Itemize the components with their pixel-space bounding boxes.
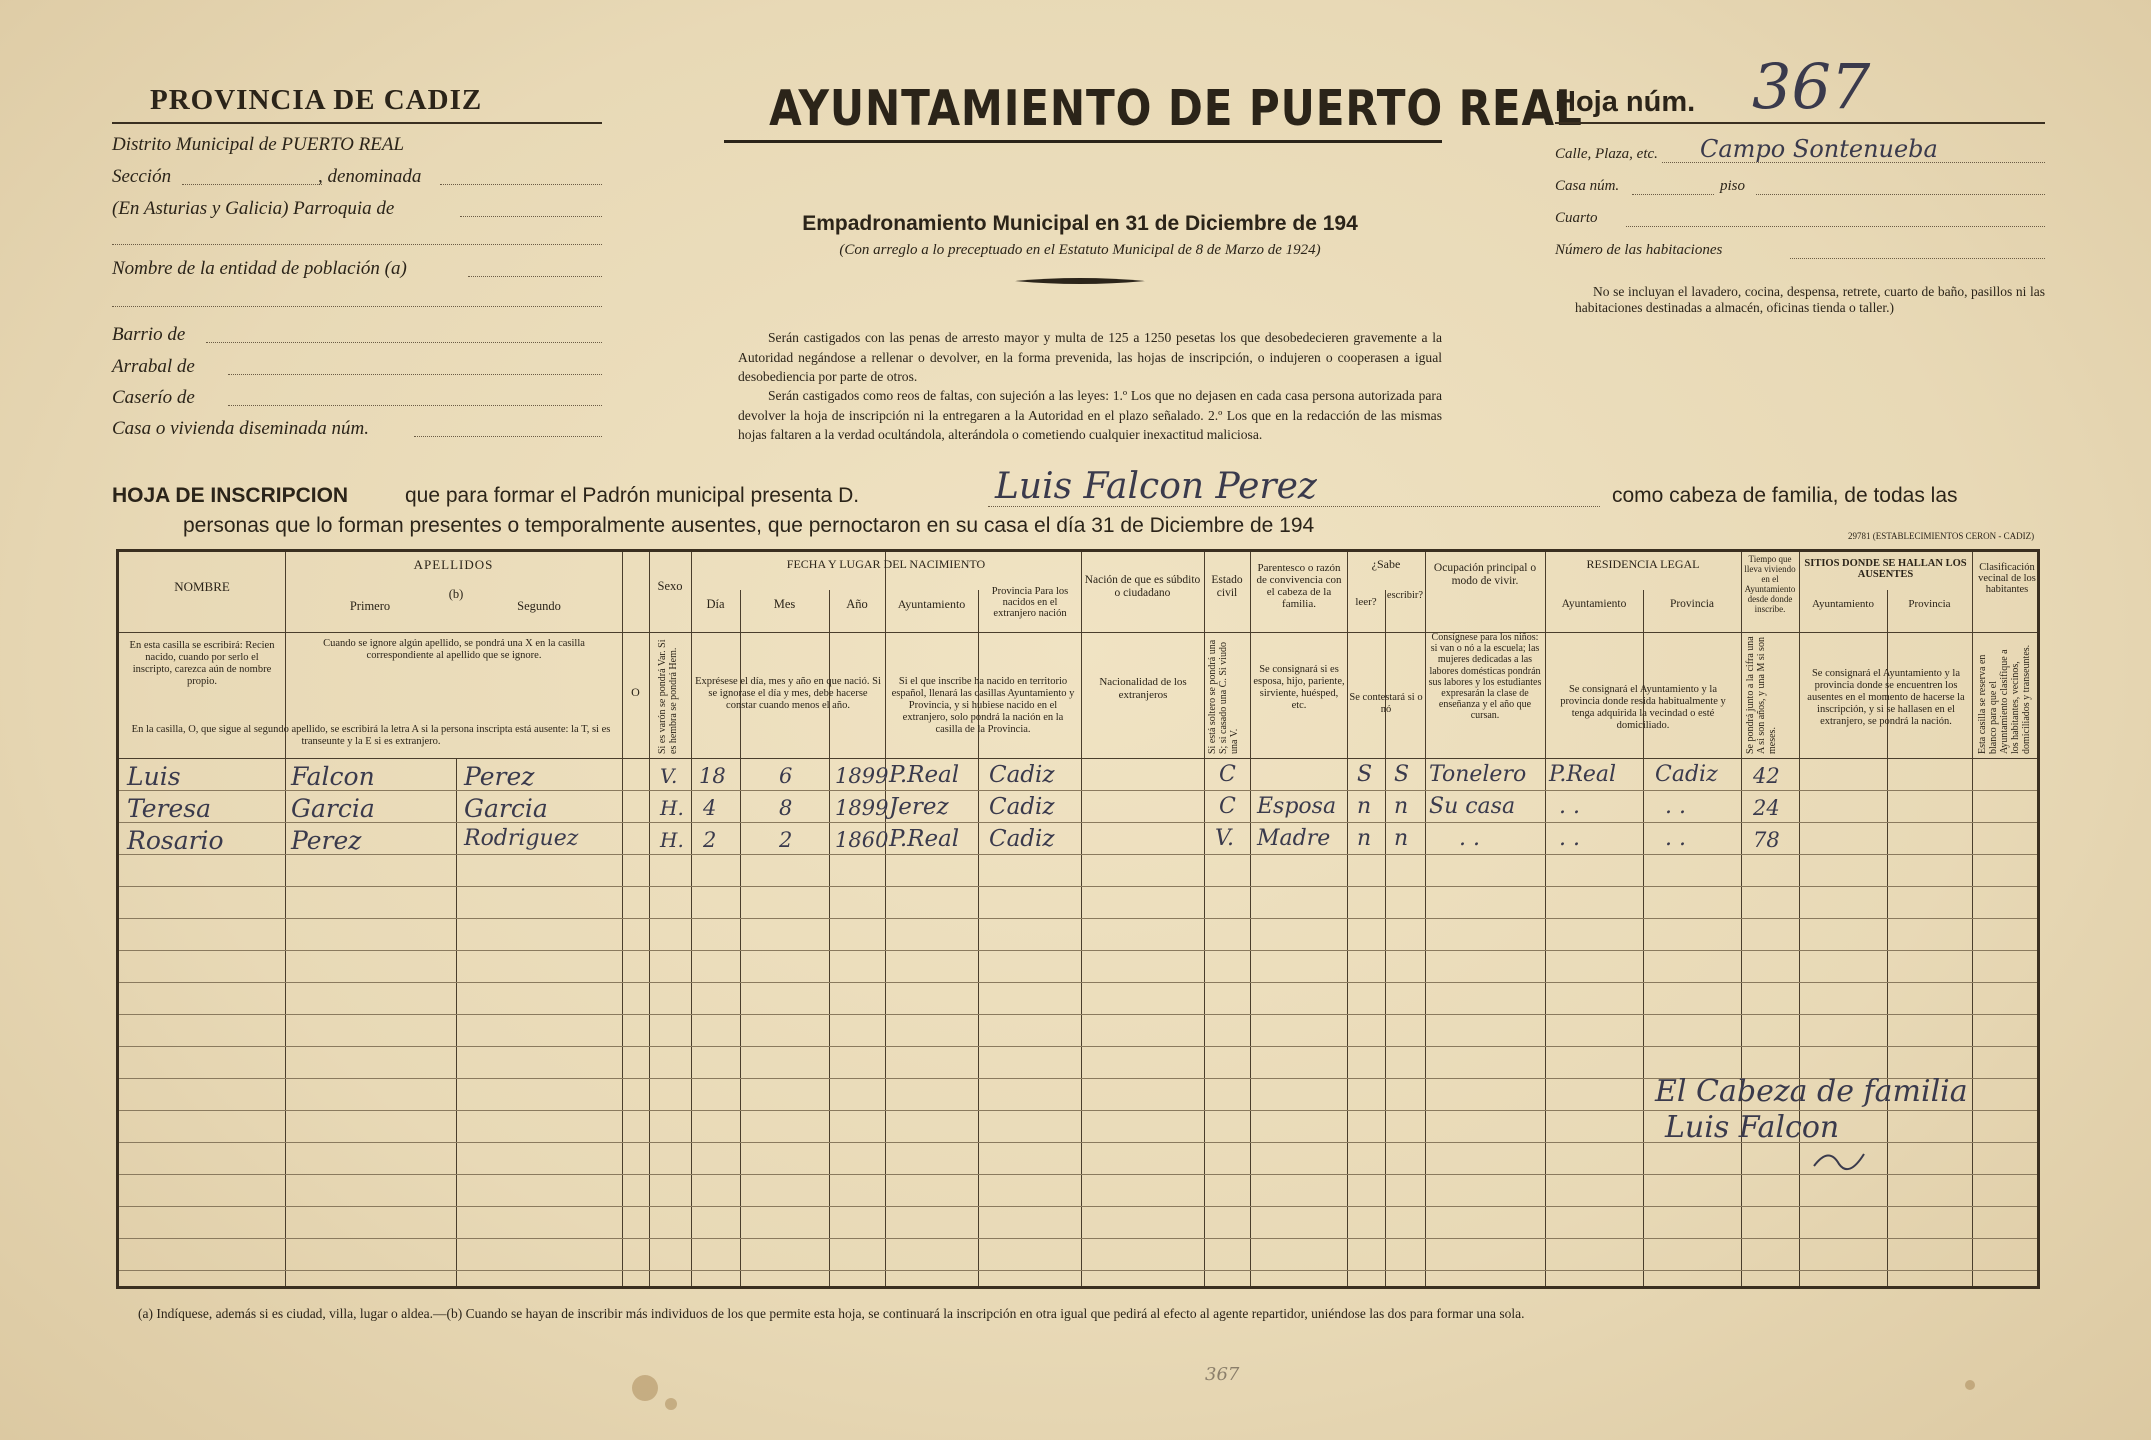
col-header-fecha: FECHA Y LUGAR DEL NACIMIENTO bbox=[786, 557, 986, 571]
pencil-mark: 367 bbox=[1205, 1364, 1240, 1385]
inscription-text-2: como cabeza de familia, de todas las bbox=[1612, 484, 1958, 507]
row3-leer[interactable]: n bbox=[1357, 826, 1372, 851]
entidad-field-2[interactable] bbox=[112, 306, 602, 307]
calle-label: Calle, Plaza, etc. bbox=[1555, 146, 1658, 162]
row-line bbox=[119, 790, 2037, 791]
col-header-residencia: RESIDENCIA LEGAL bbox=[1586, 557, 1700, 571]
row3-ocupacion[interactable]: . . bbox=[1459, 826, 1480, 851]
habitaciones-field[interactable] bbox=[1790, 258, 2045, 259]
warning-text-2: Serán castigados como reos de faltas, con sujeción a las leyes: 1.º Los que no dejasen en cada casa persona autorizada para devolver la hoja de inscripción ni la entregaren a la Autoridad en el plazo señalado. 2.º Los que en la redacción de las mismas hojas faltaren a la verdad ocultándola, alterándola o cometiendo cualquier inexactitud maliciosa. bbox=[738, 388, 1442, 442]
col-header-apellidos: APELLIDOS bbox=[413, 557, 494, 572]
col-line bbox=[1799, 552, 1800, 1286]
col-header-ocupacion: Ocupación principal o modo de vivir. bbox=[1433, 562, 1537, 587]
census-subtitle: Empadronamiento Municipal en 31 de Diciembre de 194 bbox=[802, 212, 1358, 235]
cuarto-field[interactable] bbox=[1626, 226, 2045, 227]
col-header-estado: Estado civil bbox=[1211, 574, 1243, 599]
row1-ocupacion[interactable]: Tonelero bbox=[1429, 762, 1527, 787]
row1-nombre[interactable]: Luis bbox=[127, 762, 181, 791]
denominada-field[interactable] bbox=[440, 184, 602, 185]
row-line bbox=[119, 1270, 2037, 1271]
barrio-field[interactable] bbox=[206, 342, 602, 343]
row3-mes[interactable]: 2 bbox=[779, 828, 793, 852]
col-header-res-prov: Provincia bbox=[1669, 598, 1715, 610]
col-header-res-ayto: Ayuntamiento bbox=[1561, 598, 1627, 610]
row-line bbox=[119, 854, 2037, 855]
col-header-mes: Mes bbox=[773, 597, 796, 611]
col-line bbox=[691, 552, 692, 1286]
col-header-clasificacion: Clasificación vecinal de los habitantes bbox=[1978, 562, 2036, 595]
hoja-number[interactable]: 367 bbox=[1752, 50, 1871, 123]
parroquia-label: (En Asturias y Galicia) Parroquia de bbox=[112, 198, 395, 219]
instr-nombre: En esta casilla se escribirá: Recien nacido, cuando por serlo el inscripto, carezca aún de nombre propio. bbox=[129, 640, 275, 687]
stain bbox=[665, 1398, 677, 1410]
col-header-ausentes: SITIOS DONDE SE HALLAN LOS AUSENTES bbox=[1804, 558, 1967, 580]
piso-field[interactable] bbox=[1756, 194, 2045, 195]
municipality-title: AYUNTAMIENTO DE PUERTO REAL bbox=[769, 80, 1583, 137]
arrabal-label: Arrabal de bbox=[112, 356, 195, 377]
header-line bbox=[119, 632, 2037, 633]
row3-segundo[interactable]: Rodriguez bbox=[464, 826, 579, 851]
entidad-label: Nombre de la entidad de población (a) bbox=[112, 258, 407, 279]
col-header-tiempo: Tiempo que lleva viviendo en el Ayuntamiento desde donde inscribe. bbox=[1744, 554, 1796, 614]
row1-estado[interactable]: C bbox=[1219, 762, 1236, 787]
inscription-text-3: personas que lo forman presentes o temporalmente ausentes, que pernoctaron en su casa el día 31 de Diciembre de 194 bbox=[183, 514, 1315, 537]
row2-ocupacion[interactable]: Su casa bbox=[1429, 794, 1516, 819]
barrio-label: Barrio de bbox=[112, 324, 186, 345]
instr-residencia: Se consignará el Ayuntamiento y la provincia donde resida habitualmente y tenga adquirida la vecindad o esté domiciliado. bbox=[1560, 684, 1726, 731]
row-line bbox=[119, 950, 2037, 951]
col-header-aus-ayto: Ayuntamiento bbox=[1812, 598, 1874, 610]
header-line bbox=[119, 758, 2037, 759]
inscription-text-1: que para formar el Padrón municipal presenta D. bbox=[405, 484, 860, 507]
instr-o-note: En la casilla, O, que sigue al segundo apellido, se escribirá la letra A si la persona inscripta está ausente: la T, si es transeunte y la E si es extranjero. bbox=[131, 724, 611, 747]
row2-ano[interactable]: 1899 bbox=[835, 796, 889, 820]
row1-sexo[interactable]: V. bbox=[660, 764, 678, 788]
row3-nombre[interactable]: Rosario bbox=[127, 826, 224, 855]
row3-dia[interactable]: 2 bbox=[703, 828, 717, 852]
row2-nombre[interactable]: Teresa bbox=[127, 794, 212, 823]
col-line bbox=[1425, 552, 1426, 1286]
instr-ocupacion: Consígnese para los niños: si van o nó a la escuela; las mujeres dedicadas a las labores domésticas pondrán sus labores y los estudiantes expresarán la clase de enseñanza y el año que cursan. bbox=[1428, 632, 1542, 722]
province-heading: PROVINCIA DE CADIZ bbox=[150, 84, 483, 116]
seccion-field[interactable] bbox=[182, 184, 322, 185]
instr-tiempo: Se pondrá junto a la cifra una A si son años, y una M si son meses. bbox=[1745, 636, 1778, 754]
signature-flourish bbox=[1809, 1146, 1869, 1176]
row-line bbox=[119, 918, 2037, 919]
col-line bbox=[1972, 552, 1973, 1286]
row2-sexo[interactable]: H. bbox=[660, 796, 684, 820]
col-line bbox=[1204, 552, 1205, 1286]
row2-escribir[interactable]: n bbox=[1394, 794, 1409, 819]
row-line bbox=[119, 1238, 2037, 1239]
row-line bbox=[119, 1174, 2037, 1175]
row2-prov[interactable]: Cadiz bbox=[989, 794, 1055, 820]
row-line bbox=[119, 1206, 2037, 1207]
col-header-provincia-nac: Provincia Para los nacidos en el extranjero nación bbox=[991, 586, 1069, 619]
casa-field[interactable] bbox=[1632, 194, 1714, 195]
instr-ausentes: Se consignará el Ayuntamiento y la provincia donde se encuentren los ausentes en el momento de hacerse la inscripción, y si se hallasen en el extranjero, se pondrá la nación. bbox=[1807, 668, 1965, 727]
row2-segundo[interactable]: Garcia bbox=[464, 794, 548, 823]
printer-mark: 29781 (ESTABLECIMIENTOS CERON - CADIZ) bbox=[1848, 531, 2035, 541]
col-line bbox=[1347, 552, 1348, 1286]
row1-tiempo[interactable]: 42 bbox=[1753, 764, 1780, 788]
row2-res-ayto[interactable]: . . bbox=[1559, 794, 1580, 819]
col-header-dia: Día bbox=[706, 597, 725, 611]
col-line bbox=[1081, 552, 1082, 1286]
row3-res-ayto[interactable]: . . bbox=[1559, 826, 1580, 851]
calle-value[interactable]: Campo Sontenueba bbox=[1700, 135, 1938, 163]
col-line bbox=[285, 552, 286, 1286]
arrabal-field[interactable] bbox=[228, 374, 602, 375]
entidad-field[interactable] bbox=[468, 276, 602, 277]
instr-sexo: Si es varón se pondrá Var. Si es hembra se pondrá Hem. bbox=[657, 639, 679, 754]
col-line bbox=[885, 552, 886, 1286]
casa-diseminada-field[interactable] bbox=[414, 436, 602, 437]
statute-note: (Con arreglo a lo preceptuado en el Estatuto Municipal de 8 de Marzo de 1924) bbox=[839, 242, 1321, 258]
signature-line2[interactable]: Luis Falcon bbox=[1665, 1110, 1840, 1145]
warning-text-1: Serán castigados con las penas de arresto mayor y multa de 125 a 1250 pesetas los que desobedecieren gravemente a la Autoridad negándose a rellenar o devolver, en la forma prevenida, las hojas de inscripción, o indujeren o cooperasen a igual desobediencia por parte de otros. bbox=[738, 330, 1442, 384]
caserio-label: Caserío de bbox=[112, 387, 195, 408]
instr-estado: Si está soltero se pondrá una S; si casado una C. Si viudo una V. bbox=[1207, 639, 1240, 754]
col-header-primero: Primero bbox=[349, 599, 391, 613]
col-header-b: (b) bbox=[448, 587, 464, 601]
row3-parentesco[interactable]: Madre bbox=[1257, 826, 1331, 851]
row2-res-prov[interactable]: . . bbox=[1665, 794, 1686, 819]
row2-dia[interactable]: 4 bbox=[703, 796, 717, 820]
row-line bbox=[119, 1014, 2037, 1015]
col-line bbox=[1741, 552, 1742, 1286]
row-line bbox=[119, 886, 2037, 887]
row1-ayto[interactable]: P.Real bbox=[889, 762, 960, 788]
row2-estado[interactable]: C bbox=[1219, 794, 1236, 819]
row2-mes[interactable]: 8 bbox=[779, 796, 793, 820]
inscription-label: HOJA DE INSCRIPCION bbox=[112, 484, 349, 507]
row2-leer[interactable]: n bbox=[1357, 794, 1372, 819]
rooms-note: No se incluyan el lavadero, cocina, despensa, retrete, cuarto de baño, pasillos ni las habitaciones destinadas a almacén, oficinas tienda o taller.) bbox=[1575, 284, 2045, 315]
household-table bbox=[116, 549, 2040, 1289]
row1-mes[interactable]: 6 bbox=[779, 764, 793, 788]
row-line bbox=[119, 1046, 2037, 1047]
parroquia-field[interactable] bbox=[460, 216, 602, 217]
row2-tiempo[interactable]: 24 bbox=[1753, 796, 1780, 820]
col-header-segundo: Segundo bbox=[517, 599, 561, 613]
denominada-label: , denominada bbox=[318, 166, 422, 187]
instr-lugar: Si el que inscribe ha nacido en territorio español, llenará las casillas Ayuntamiento y Provincia, y si hubiese nacido en el extranjero, solo pondrá la nación en la casilla de la Provincia. bbox=[891, 676, 1075, 735]
row3-escribir[interactable]: n bbox=[1394, 826, 1409, 851]
col-line bbox=[649, 552, 650, 1286]
col-o: O bbox=[631, 685, 640, 699]
row2-parentesco[interactable]: Esposa bbox=[1257, 794, 1337, 819]
row1-leer[interactable]: S bbox=[1357, 762, 1373, 787]
col-line bbox=[622, 552, 623, 1286]
col-header-leer: leer? bbox=[1355, 596, 1377, 608]
parroquia-field-2[interactable] bbox=[112, 244, 602, 245]
col-header-sexo: Sexo bbox=[657, 579, 683, 593]
ornament bbox=[1015, 272, 1145, 278]
row2-ayto[interactable]: Jerez bbox=[889, 794, 949, 820]
instr-fecha: Exprésese el día, mes y año en que nació. Si se ignorase el día y mes, debe hacerse constar cuando menos el año. bbox=[695, 676, 881, 711]
stain bbox=[1965, 1380, 1975, 1390]
head-name-value[interactable]: Luis Falcon Perez bbox=[995, 466, 1317, 507]
row3-ayto[interactable]: P.Real bbox=[889, 826, 960, 852]
signature-line1[interactable]: El Cabeza de familia bbox=[1655, 1074, 1968, 1109]
instr-nacion: Nacionalidad de los extranjeros bbox=[1099, 676, 1187, 701]
col-header-ayuntamiento: Ayuntamiento bbox=[897, 597, 966, 611]
piso-label: piso bbox=[1720, 178, 1746, 194]
habitaciones-label: Número de las habitaciones bbox=[1555, 242, 1723, 258]
district-label: Distrito Municipal de PUERTO REAL bbox=[112, 134, 405, 155]
casa-diseminada-label: Casa o vivienda diseminada núm. bbox=[112, 418, 370, 439]
stain bbox=[632, 1375, 658, 1401]
footnote: (a) Indíquese, además si es ciudad, villa, lugar o aldea.—(b) Cuando se hayan de inscribir más individuos de los que permite esta hoja, se continuará la inscripción en otra igual que pedirá al efecto al agente repartidor, uniéndose las dos para formar una sola. bbox=[138, 1306, 1525, 1321]
row3-estado[interactable]: V. bbox=[1215, 826, 1235, 851]
row1-primero[interactable]: Falcon bbox=[291, 762, 375, 791]
col-header-escribir: escribir? bbox=[1386, 590, 1424, 601]
col-header-parentesco: Parentesco o razón de convivencia con el cabeza de la familia. bbox=[1256, 562, 1342, 610]
col-line bbox=[1250, 552, 1251, 1286]
row3-res-prov[interactable]: . . bbox=[1665, 826, 1686, 851]
instr-apellidos: Cuando se ignore algún apellido, se pondrá una X en la casilla correspondiente al apellido que se ignore. bbox=[323, 638, 585, 661]
col-header-ano: Año bbox=[846, 597, 868, 611]
col-header-aus-prov: Provincia bbox=[1908, 598, 1951, 610]
row1-escribir[interactable]: S bbox=[1394, 762, 1410, 787]
divider bbox=[1555, 122, 2045, 124]
row3-prov[interactable]: Cadiz bbox=[989, 826, 1055, 852]
row1-dia[interactable]: 18 bbox=[699, 764, 726, 788]
row-line bbox=[119, 822, 2037, 823]
row3-ano[interactable]: 1860 bbox=[835, 828, 889, 852]
cuarto-label: Cuarto bbox=[1555, 210, 1598, 226]
row1-res-ayto[interactable]: P.Real bbox=[1549, 762, 1617, 787]
instr-sabe: Se contestará si o nó bbox=[1349, 692, 1423, 715]
casa-label: Casa núm. bbox=[1555, 178, 1620, 194]
title-underline bbox=[724, 140, 1442, 143]
instr-clasificacion: Esta casilla se reserva en blanco para que el Ayuntamiento clasifique a los habitantes, vecinos, domiciliados y transeuntes. bbox=[1977, 644, 2032, 754]
divider bbox=[112, 122, 602, 124]
col-header-nacion: Nación de que es súbdito o ciudadano bbox=[1084, 574, 1201, 599]
row-line bbox=[119, 982, 2037, 983]
seccion-label: Sección bbox=[112, 166, 172, 187]
instr-parentesco: Se consignará si es esposa, hijo, pariente, sirviente, huésped, etc. bbox=[1253, 664, 1345, 711]
col-line bbox=[1545, 552, 1546, 1286]
row2-primero[interactable]: Garcia bbox=[291, 794, 375, 823]
col-header-nombre: NOMBRE bbox=[174, 579, 230, 594]
row1-ano[interactable]: 1899 bbox=[835, 764, 889, 788]
caserio-field[interactable] bbox=[228, 405, 602, 406]
row1-res-prov[interactable]: Cadiz bbox=[1655, 762, 1718, 787]
row1-prov[interactable]: Cadiz bbox=[989, 762, 1055, 788]
row3-primero[interactable]: Perez bbox=[291, 826, 362, 855]
row1-segundo[interactable]: Perez bbox=[464, 762, 535, 791]
row3-sexo[interactable]: H. bbox=[660, 828, 684, 852]
col-header-sabe: ¿Sabe bbox=[1371, 557, 1401, 571]
hoja-label: Hoja núm. bbox=[1555, 86, 1696, 118]
row3-tiempo[interactable]: 78 bbox=[1753, 828, 1780, 852]
